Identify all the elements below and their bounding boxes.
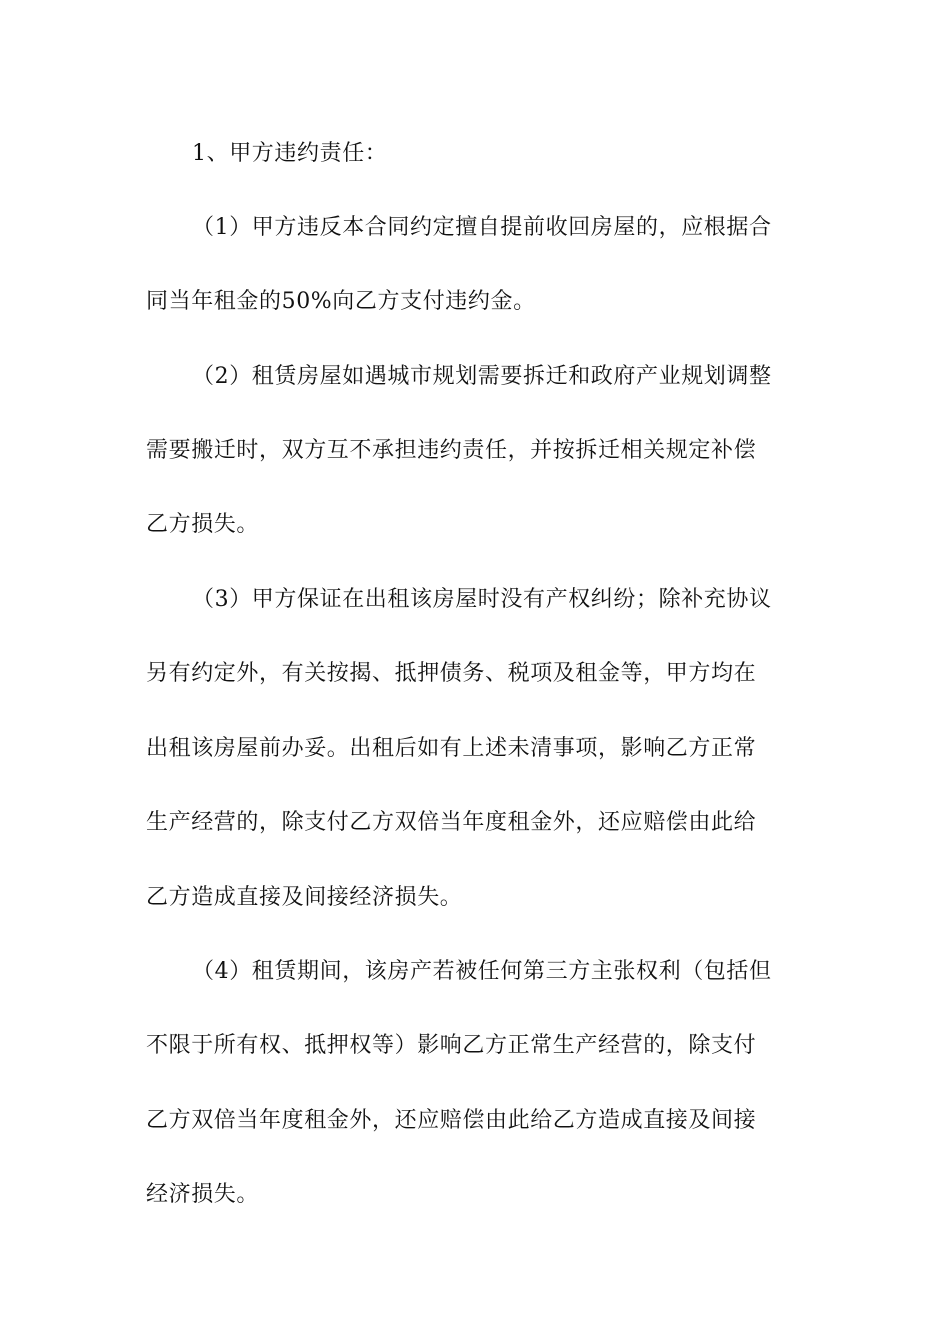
paragraph-line: 乙方造成直接及间接经济损失。 (146, 885, 463, 910)
paragraph-line: 不限于所有权、抵押权等）影响乙方正常生产经营的，除支付 (146, 1033, 757, 1058)
paragraph-line: 另有约定外，有关按揭、抵押债务、税项及租金等，甲方均在 (146, 661, 757, 686)
paragraph-line: 乙方损失。 (146, 512, 260, 537)
paragraph-line: （2）租赁房屋如遇城市规划需要拆迁和政府产业规划调整 (192, 364, 772, 389)
paragraph-line: （3）甲方保证在出租该房屋时没有产权纠纷；除补充协议 (192, 587, 772, 612)
paragraph-line: 同当年租金的50%向乙方支付违约金。 (146, 289, 536, 314)
paragraph-line: 出租该房屋前办妥。出租后如有上述未清事项，影响乙方正常 (146, 736, 757, 761)
paragraph-line: 乙方双倍当年度租金外，还应赔偿由此给乙方造成直接及间接 (146, 1108, 757, 1133)
section-heading: 1、甲方违约责任： (192, 141, 388, 166)
paragraph-line: （1）甲方违反本合同约定擅自提前收回房屋的，应根据合 (192, 215, 772, 240)
paragraph-line: 生产经营的，除支付乙方双倍当年度租金外，还应赔偿由此给 (146, 810, 757, 835)
paragraph-line: 需要搬迁时，双方互不承担违约责任，并按拆迁相关规定补偿 (146, 438, 757, 463)
paragraph-line: 经济损失。 (146, 1182, 260, 1207)
paragraph-line: （4）租赁期间，该房产若被任何第三方主张权利（包括但 (192, 959, 772, 984)
